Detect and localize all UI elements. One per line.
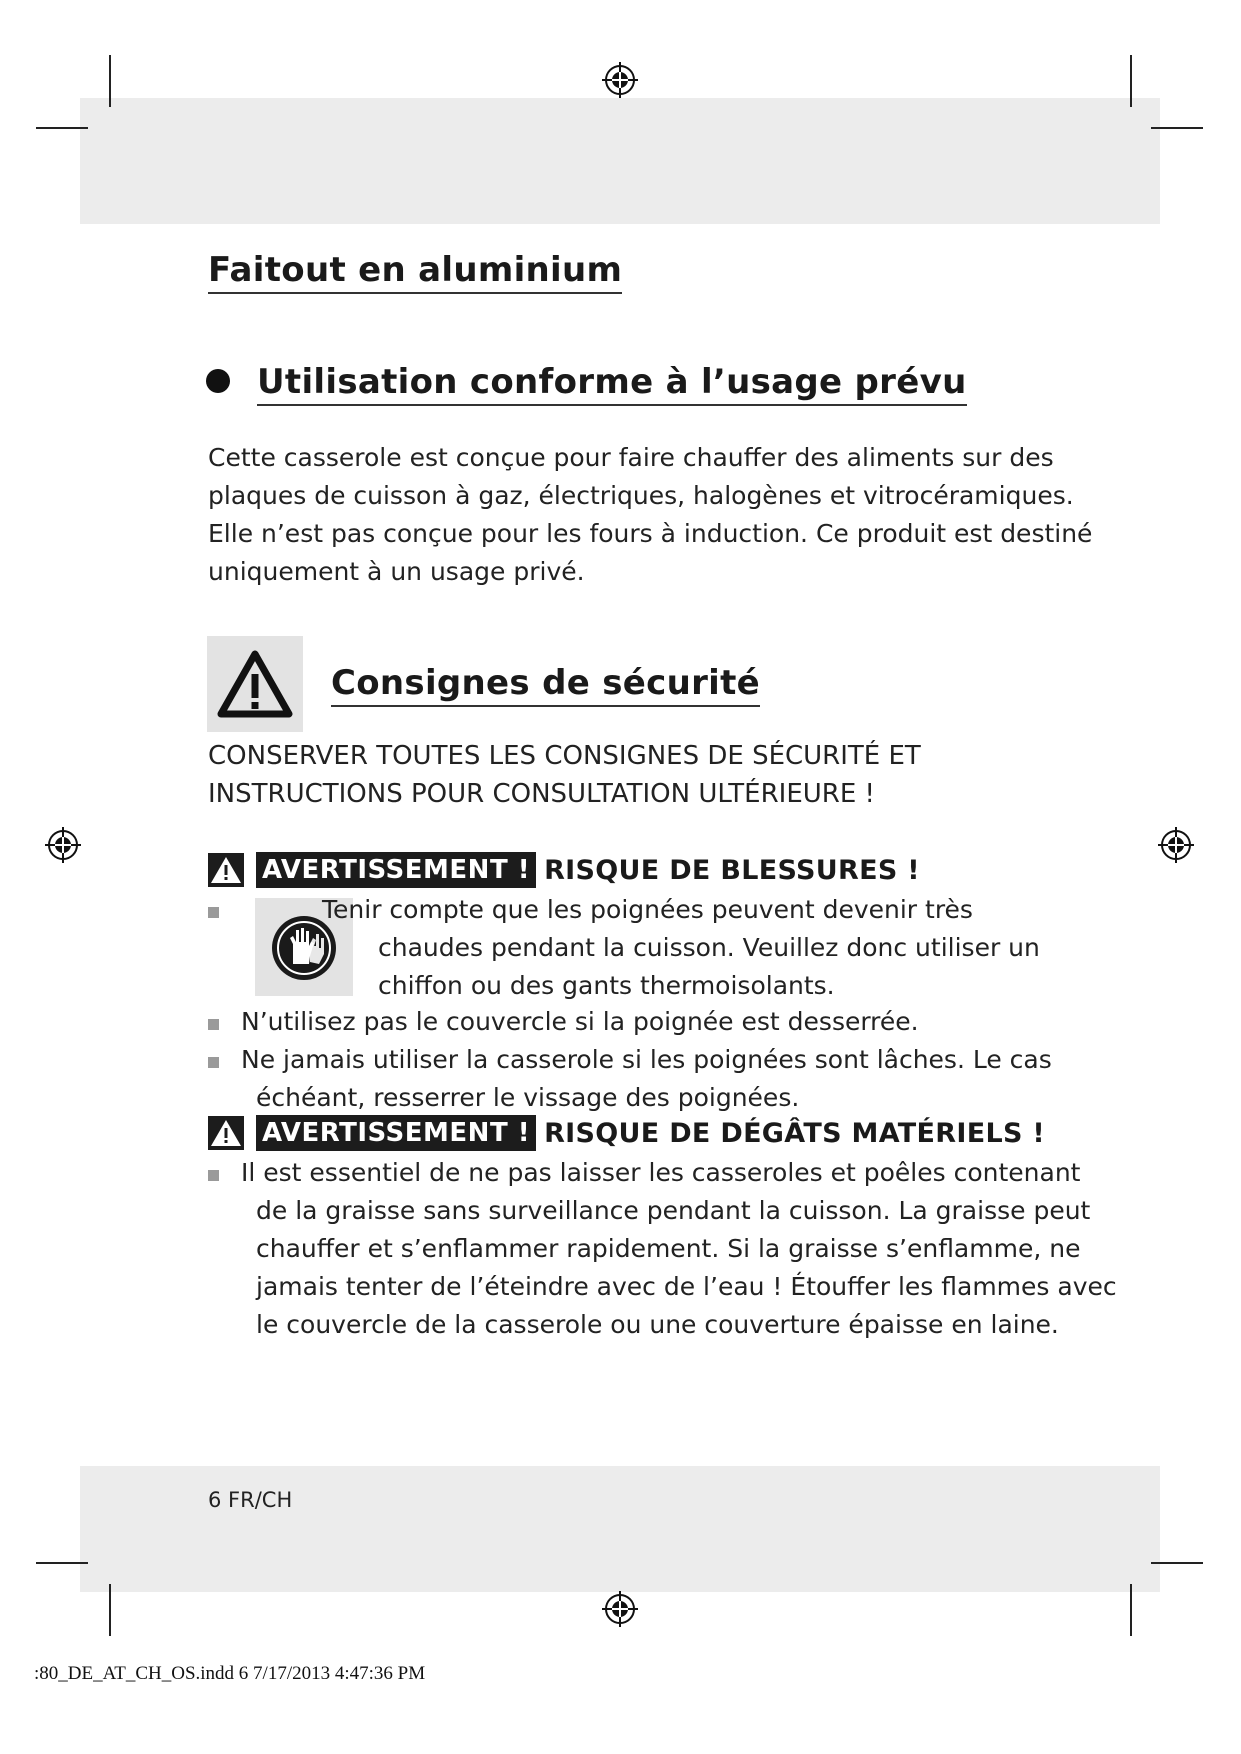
warning-badge: AVERTISSEMENT !: [256, 1115, 536, 1151]
list-bullet: [208, 907, 219, 918]
warning-triangle-icon: [208, 853, 244, 887]
keep-notice: [208, 737, 921, 813]
warning-risk-label: RISQUE DE BLESSURES !: [544, 854, 920, 886]
footer-band: [80, 1466, 1160, 1592]
list-item-line: chiffon ou des gants thermoisolants.: [378, 971, 835, 1000]
section-heading-usage: Utilisation conforme à l’usage prévu: [257, 362, 967, 406]
list-item: [322, 891, 973, 929]
list-item-line: le couvercle de la casserole ou une couverture épaisse en laine.: [256, 1310, 1059, 1339]
notice-line: INSTRUCTIONS POUR CONSULTATION ULTÉRIEURE !: [208, 779, 875, 809]
list-item-line: Ne jamais utiliser la casserole si les poignées sont lâches. Le cas: [241, 1045, 1052, 1074]
list-item-line: échéant, resserrer le vissage des poignées.: [256, 1083, 800, 1112]
list-item-line: jamais tenter de l’éteindre avec de l’eau ! Étouffer les flammes avec: [256, 1272, 1117, 1301]
usage-paragraph: [208, 439, 1092, 591]
safety-icon-box: [207, 636, 303, 732]
paragraph-line: Elle n’est pas conçue pour les fours à induction. Ce produit est destiné: [208, 519, 1093, 548]
crop-mark: [1130, 55, 1132, 107]
list-item-line: chauffer et s’enflammer rapidement. Si la graisse s’enflamme, ne: [256, 1234, 1081, 1263]
list-item-continuation: [378, 929, 1040, 1005]
page-title: Faitout en aluminium: [208, 250, 622, 294]
warning-header-injury: [208, 852, 920, 888]
paragraph-line: Cette casserole est conçue pour faire chauffer des aliments sur des: [208, 443, 1054, 472]
warning-triangle-icon: [207, 636, 303, 732]
section-bullet-icon: [206, 369, 230, 393]
registration-mark-icon: [600, 60, 640, 100]
header-band: [80, 98, 1160, 224]
registration-mark-icon: [1156, 825, 1196, 865]
list-item: [241, 1041, 1052, 1117]
paragraph-line: uniquement à un usage privé.: [208, 557, 585, 586]
crop-mark: [1151, 1562, 1203, 1564]
list-item: [241, 1003, 919, 1041]
list-item-line: Tenir compte que les poignées peuvent devenir très: [322, 895, 973, 924]
crop-mark: [36, 1562, 88, 1564]
registration-mark-icon: [43, 825, 83, 865]
print-slug: :80_DE_AT_CH_OS.indd 6 7/17/2013 4:47:36 PM: [34, 1663, 426, 1684]
crop-mark: [1151, 127, 1203, 129]
list-bullet: [208, 1170, 219, 1181]
list-item-line: chaudes pendant la cuisson. Veuillez donc utiliser un: [378, 933, 1040, 962]
page-number: 6 FR/CH: [208, 1488, 293, 1512]
list-bullet: [208, 1019, 219, 1030]
list-item-line: Il est essentiel de ne pas laisser les casseroles et poêles contenant: [241, 1158, 1081, 1187]
section-heading-safety: Consignes de sécurité: [331, 663, 760, 707]
registration-mark-icon: [600, 1589, 640, 1629]
list-bullet: [208, 1057, 219, 1068]
notice-line: CONSERVER TOUTES LES CONSIGNES DE SÉCURITÉ ET: [208, 741, 921, 771]
warning-badge: AVERTISSEMENT !: [256, 852, 536, 888]
crop-mark: [1130, 1584, 1132, 1636]
paragraph-line: plaques de cuisson à gaz, électriques, halogènes et vitrocéramiques.: [208, 481, 1074, 510]
crop-mark: [109, 55, 111, 107]
warning-header-damage: [208, 1115, 1045, 1151]
warning-triangle-icon: [208, 1116, 244, 1150]
crop-mark: [109, 1584, 111, 1636]
list-item: [241, 1154, 1117, 1344]
list-item-line: de la graisse sans surveillance pendant la cuisson. La graisse peut: [256, 1196, 1091, 1225]
warning-risk-label: RISQUE DE DÉGÂTS MATÉRIELS !: [544, 1117, 1046, 1149]
crop-mark: [36, 127, 88, 129]
list-item-line: N’utilisez pas le couvercle si la poignée est desserrée.: [241, 1007, 919, 1036]
